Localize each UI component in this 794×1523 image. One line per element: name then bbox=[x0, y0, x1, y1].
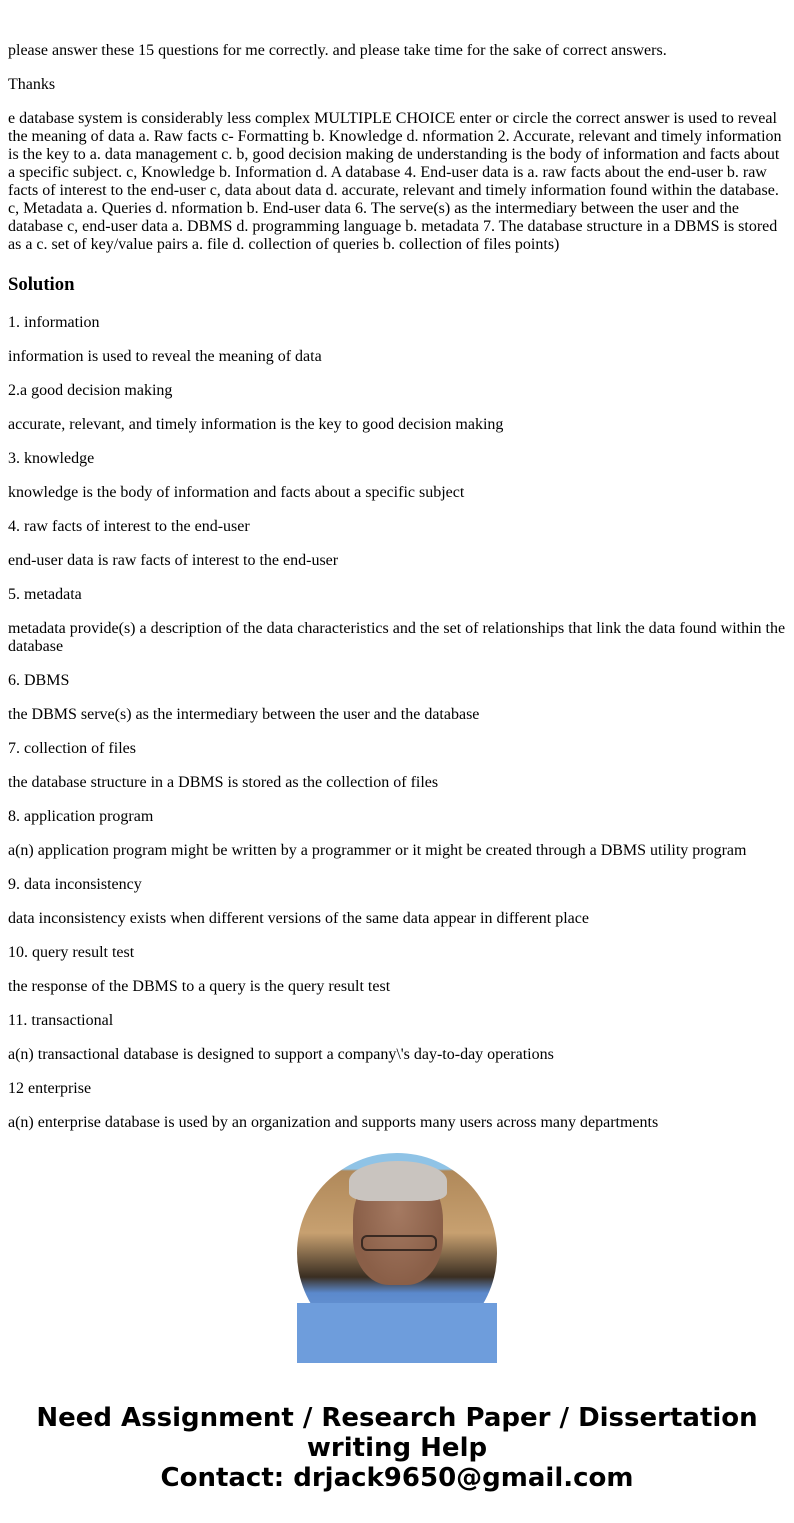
solution-line: end-user data is raw facts of interest to the end-user bbox=[8, 552, 339, 569]
solution-line: data inconsistency exists when different versions of the same data appear in different place bbox=[8, 910, 589, 927]
solution-line: a(n) enterprise database is used by an organization and supports many users across many departments bbox=[8, 1114, 659, 1131]
question-thanks: Thanks bbox=[8, 76, 56, 93]
solution-line: metadata provide(s) a description of the data characteristics and the set of relationships that link the data found within the database bbox=[8, 620, 786, 655]
solution-line: accurate, relevant, and timely information is the key to good decision making bbox=[8, 416, 504, 433]
solution-line: the database structure in a DBMS is stored as the collection of files bbox=[8, 774, 439, 791]
solution-line: information is used to reveal the meaning of data bbox=[8, 348, 322, 365]
solution-line: 1. information bbox=[8, 314, 100, 331]
author-photo bbox=[297, 1153, 497, 1353]
solution-line: 4. raw facts of interest to the end-user bbox=[8, 518, 250, 535]
promo-contact: Contact: drjack9650@gmail.com bbox=[160, 1463, 634, 1493]
solution-line: 11. transactional bbox=[8, 1012, 114, 1029]
solution-line: 10. query result test bbox=[8, 944, 135, 961]
question-body: e database system is considerably less complex MULTIPLE CHOICE enter or circle the correct answer is used to reveal the meaning of data a. Raw facts c- Formatting b. Knowledge d. nformation 2. Accurate, relevant and timely information is the key to a. data management c. b, good decision making de understanding is the body of information and facts about a specific subject. c, Knowledge b. Information d. A database 4. End-user data is a. raw facts about the end-user b. raw facts of interest to the end-user c, data about data d. accurate, relevant and timely information found within the database. c, Metadata a. Queries d. nformation b. End-user data 6. The serve(s) as the intermediary between the user and the database c, end-user data a. DBMS d. programming language b. metadata 7. The database structure in a DBMS is stored as a c. set of key/value pairs a. file d. collection of queries b. collection of files points) bbox=[8, 110, 782, 253]
solution-line: 3. knowledge bbox=[8, 450, 95, 467]
solution-line: 6. DBMS bbox=[8, 672, 70, 689]
solution-line: 8. application program bbox=[8, 808, 154, 825]
photo-glasses bbox=[361, 1235, 437, 1251]
solution-line: 2.a good decision making bbox=[8, 382, 173, 399]
solution-line: a(n) transactional database is designed to support a company\'s day-to-day operations bbox=[8, 1046, 554, 1063]
photo-hair bbox=[349, 1161, 447, 1201]
solution-line: a(n) application program might be written by a programmer or it might be created through a DBMS utility program bbox=[8, 842, 747, 859]
promo-headline: Need Assignment / Research Paper / Dissertation writing Help bbox=[36, 1403, 758, 1463]
solution-line: 12 enterprise bbox=[8, 1080, 92, 1097]
question-intro: please answer these 15 questions for me correctly. and please take time for the sake of correct answers. bbox=[8, 42, 667, 59]
solution-line: 7. collection of files bbox=[8, 740, 136, 757]
solution-line: the response of the DBMS to a query is the query result test bbox=[8, 978, 391, 995]
solution-heading: Solution bbox=[8, 274, 75, 295]
solution-line: the DBMS serve(s) as the intermediary between the user and the database bbox=[8, 706, 480, 723]
solution-line: 9. data inconsistency bbox=[8, 876, 142, 893]
solution-line: knowledge is the body of information and facts about a specific subject bbox=[8, 484, 465, 501]
document-content bbox=[8, 0, 788, 1131]
promo-banner bbox=[0, 1403, 794, 1493]
photo-shirt bbox=[297, 1303, 497, 1363]
solution-line: 5. metadata bbox=[8, 586, 82, 603]
